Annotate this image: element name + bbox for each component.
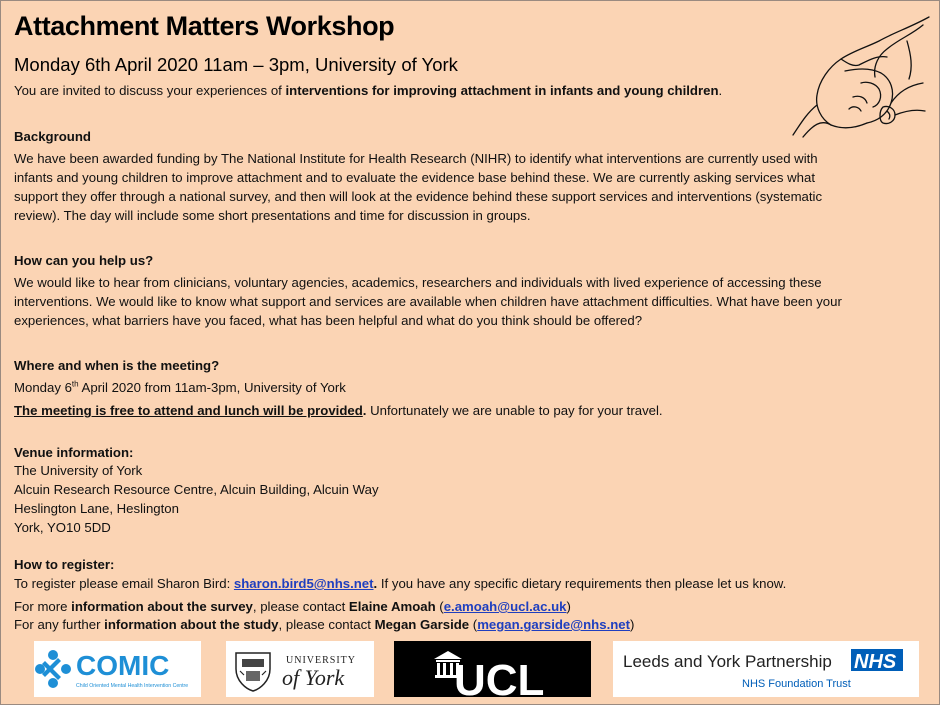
- register-email-link[interactable]: sharon.bird5@nhs.net: [233, 576, 374, 591]
- invitation-post: .: [718, 83, 723, 98]
- meeting-free-text: The meeting is free to attend and lunch will be provided: [14, 403, 363, 418]
- page-title: Attachment Matters Workshop: [14, 11, 395, 41]
- background-line-1: We have been awarded funding by The National Institute for Health Research (NIHR) to identify what interventions are currently used with: [14, 151, 818, 166]
- register-text: [14, 574, 786, 593]
- survey-email-link[interactable]: e.amoah@ucl.ac.uk: [443, 599, 567, 614]
- register-post: If you have any specific dietary requirements then please let us know.: [377, 576, 787, 591]
- study-close: ): [630, 617, 635, 632]
- meeting-date-post: April 2020 from 11am-3pm, University of York: [78, 380, 346, 395]
- invitation-text: [14, 81, 722, 100]
- help-line-2: interventions. We would like to know what support and services are available when children have attachment difficulties. What have been your: [14, 294, 842, 309]
- york-logo-graphic: [226, 641, 374, 697]
- study-pre: For any further: [14, 617, 105, 632]
- help-line-1: We would like to hear from clinicians, voluntary agencies, academics, researchers and individuals with lived experience of accessing these: [14, 275, 822, 290]
- venue-line-3: Heslington Lane, Heslington: [14, 501, 179, 516]
- study-email-link[interactable]: megan.garside@nhs.net: [477, 617, 631, 632]
- survey-contact-name: Elaine Amoah: [348, 599, 436, 614]
- comic-logo-graphic: [34, 641, 201, 697]
- meeting-free-dot: .: [362, 403, 367, 418]
- meeting-heading: Where and when is the meeting?: [14, 358, 220, 373]
- survey-pre: For more: [14, 599, 72, 614]
- york-of-york: of York: [282, 665, 345, 690]
- help-line-3: experiences, what barriers have you faced, what has been helpful and what do you think should be offered?: [14, 313, 643, 328]
- york-university-word: UNIVERSITY: [286, 655, 356, 666]
- york-crest-icon: [236, 653, 270, 691]
- survey-open: (: [435, 599, 444, 614]
- venue-heading: Venue information:: [14, 445, 134, 460]
- invitation-topic: interventions for improving attachment in infants and young children: [285, 83, 719, 98]
- background-line-2: infants and young children to improve attachment and to evaluate the evidence base behind these. We are currently asking services what: [14, 170, 816, 185]
- ucl-logo-graphic: [394, 641, 591, 697]
- meeting-travel-text: Unfortunately we are unable to pay for your travel.: [366, 403, 663, 418]
- venue-line-4: York, YO10 5DD: [14, 520, 111, 535]
- ucl-wordmark: UCL: [454, 656, 545, 697]
- meeting-date: [14, 378, 346, 397]
- register-dot: .: [373, 576, 378, 591]
- survey-close: ): [566, 599, 571, 614]
- survey-bold: information about the survey: [71, 599, 253, 614]
- study-bold: information about the study: [104, 617, 279, 632]
- study-contact-name: Megan Garside: [374, 617, 470, 632]
- leeds-york-name: Leeds and York Partnership: [623, 652, 832, 671]
- help-heading: How can you help us?: [14, 253, 154, 268]
- nhs-trust-label: NHS Foundation Trust: [742, 678, 851, 690]
- venue-line-1: The University of York: [14, 463, 143, 478]
- survey-contact: [14, 597, 571, 616]
- comic-logo: [34, 641, 201, 697]
- ucl-logo: [394, 641, 591, 697]
- leeds-york-logo-graphic: [613, 641, 919, 697]
- leeds-york-nhs-logo: [613, 641, 919, 697]
- register-pre: To register please email Sharon Bird:: [14, 576, 234, 591]
- invitation-pre: You are invited to discuss your experiences of: [14, 83, 286, 98]
- meeting-date-sup: th: [71, 379, 79, 389]
- background-line-4: review). The day will include some short presentations and time for discussion in groups.: [14, 208, 531, 223]
- background-heading: Background: [14, 129, 91, 144]
- nhs-wordmark: NHS: [854, 651, 897, 673]
- comic-wordmark: COMIC: [76, 650, 170, 681]
- york-logo: [226, 641, 374, 697]
- register-heading: How to register:: [14, 557, 115, 572]
- venue-line-2: Alcuin Research Resource Centre, Alcuin Building, Alcuin Way: [14, 482, 379, 497]
- background-line-3: support they offer through a national survey, and then will look at the evidence behind these support services and interventions (systematic: [14, 189, 823, 204]
- survey-mid: , please contact: [252, 599, 349, 614]
- study-mid: , please contact: [278, 617, 375, 632]
- holding-hands-illustration: [783, 11, 933, 139]
- study-contact: [14, 615, 634, 634]
- meeting-free-notice: [14, 401, 663, 420]
- meeting-date-pre: Monday 6: [14, 380, 72, 395]
- page-subtitle: Monday 6th April 2020 11am – 3pm, University of York: [14, 54, 458, 75]
- study-open: (: [469, 617, 478, 632]
- comic-subtitle: Child Oriented Mental Health Intervention Centre: [76, 683, 189, 689]
